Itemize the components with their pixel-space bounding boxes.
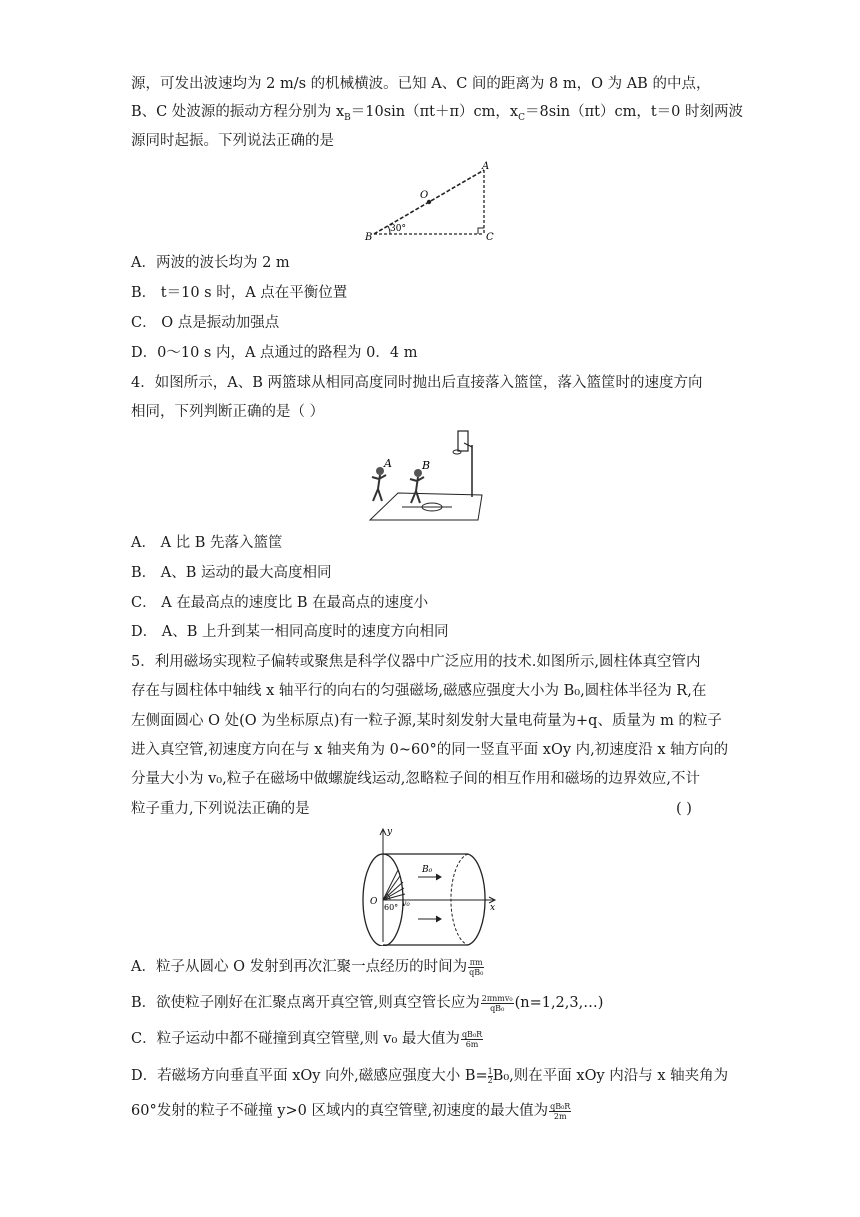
- q5-option-b-fraction: [481, 994, 514, 1013]
- label-o: O: [420, 190, 429, 201]
- q3-triangle-figure: [362, 160, 502, 244]
- q3-option-b: B． t＝10 s 时，A 点在平衡位置: [131, 285, 348, 301]
- q4-option-d: D． A、B 上升到某一相同高度时的速度方向相同: [131, 624, 449, 640]
- q3-line-3: 源同时起振。下列说法正确的是: [131, 133, 334, 149]
- q5-cylinder-figure: [356, 824, 502, 946]
- q5-line-1: 5．利用磁场实现粒子偏转或聚焦是科学仪器中广泛应用的技术.如图所示,圆柱体真空管内: [131, 654, 701, 670]
- q3-line-2-start: B、C 处波源的振动方程分别为 x: [131, 104, 345, 120]
- q5-option-c: [131, 1029, 484, 1049]
- label-v0: v₀: [402, 899, 410, 908]
- q5-option-c-fraction: [461, 1030, 483, 1049]
- q4-basketball-figure: [360, 425, 490, 525]
- q5-answer-bracket: ( ): [676, 801, 692, 817]
- q5-option-d-text-a: D．若磁场方向垂直平面 xOy 向外,磁感应强度大小 B=: [131, 1068, 488, 1084]
- fraction-numerator: qB₀R: [461, 1029, 483, 1039]
- q5-option-d-line-1: [131, 1066, 728, 1086]
- q5-option-d-text-c: 60°发射的粒子不碰撞 y>0 区域内的真空管壁,初速度的最大值为: [131, 1103, 549, 1119]
- fraction-numerator: πm: [469, 957, 483, 967]
- label-b: B: [365, 232, 373, 243]
- q3-option-d: D．0～10 s 内，A 点通过的路程为 0．4 m: [131, 345, 418, 361]
- label-a: A: [482, 161, 490, 172]
- q5-option-b-tail: (n=1,2,3,…): [514, 995, 604, 1011]
- q3-eq2: ＝8sin（πt）cm，t＝0 时刻两波: [524, 104, 744, 120]
- q5-line-6: 粒子重力,下列说法正确的是: [131, 801, 310, 817]
- q5-option-b: [131, 993, 603, 1013]
- label-player-a: A: [384, 457, 392, 470]
- q3-line-1: 源，可发出波速均为 2 m/s 的机械横波。已知 A、C 间的距离为 8 m，O 为 AB 的中点，: [131, 76, 711, 92]
- fraction-denominator: qB₀: [469, 967, 484, 977]
- q5-line-3: 左侧面圆心 O 处(O 为坐标原点)有一粒子源,某时刻发射大量电荷量为+q、质量为 m 的粒子: [131, 713, 722, 729]
- q5-option-d-text-b: B₀,则在平面 xOy 内沿与 x 轴夹角为: [492, 1068, 729, 1084]
- q5-option-c-text: C．粒子运动中都不碰撞到真空管壁,则 v₀ 最大值为: [131, 1031, 460, 1047]
- q5-option-b-text: B．欲使粒子刚好在汇聚点离开真空管,则真空管长应为: [131, 995, 480, 1011]
- label-c: C: [486, 232, 494, 243]
- q5-line-5: 分量大小为 v₀,粒子在磁场中做螺旋线运动,忽略粒子间的相互作用和磁场的边界效应,不计: [131, 771, 700, 787]
- xc-subscript: C: [518, 112, 525, 123]
- q5-line-2: 存在与圆柱体中轴线 x 轴平行的向右的匀强磁场,磁感应强度大小为 B₀,圆柱体半径为 R,在: [131, 683, 707, 699]
- q3-line-2: [131, 102, 743, 128]
- label-x-axis: x: [490, 903, 496, 913]
- q4-line-1: 4．如图所示，A、B 两篮球从相同高度同时抛出后直接落入篮筐，落入篮筐时的速度方向: [131, 375, 703, 391]
- q3-eq1: ＝10sin（πt＋π）cm，x: [350, 104, 519, 120]
- q4-line-2: 相同，下列判断正确的是（ ）: [131, 404, 325, 420]
- fraction-denominator: qB₀: [490, 1003, 505, 1013]
- q4-option-b: B． A、B 运动的最大高度相同: [131, 565, 332, 581]
- q5-line-4: 进入真空管,初速度方向在与 x 轴夹角为 0~60°的同一竖直平面 xOy 内,初速度沿 x 轴方向的: [131, 742, 729, 758]
- fraction-denominator: 6m: [465, 1039, 479, 1049]
- label-b0: B₀: [422, 865, 433, 875]
- fraction-numerator: 1: [487, 1066, 493, 1076]
- q5-option-a-fraction: [468, 958, 484, 977]
- label-origin: O: [370, 897, 378, 907]
- q3-option-a: A．两波的波长均为 2 m: [131, 255, 290, 271]
- q4-option-c: C． A 在最高点的速度比 B 在最高点的速度小: [131, 595, 429, 611]
- q5-option-a: [131, 957, 485, 977]
- fraction-numerator: qB₀R: [550, 1101, 571, 1111]
- label-angle-60: 60°: [384, 903, 399, 912]
- fraction-numerator: 2πnmv₀: [481, 993, 513, 1003]
- xb-subscript: B: [344, 112, 351, 123]
- q5-option-d-fraction: [549, 1102, 571, 1121]
- fraction-denominator: 2m: [553, 1111, 567, 1121]
- q5-option-d-line-2: [131, 1101, 572, 1121]
- q3-option-c: C． O 点是振动加强点: [131, 315, 280, 331]
- label-player-b: B: [422, 459, 431, 472]
- label-angle: 30°: [390, 224, 406, 234]
- q5-option-a-text: A．粒子从圆心 O 发射到再次汇聚一点经历的时间为: [131, 959, 468, 975]
- q4-option-a: A． A 比 B 先落入篮筐: [131, 535, 283, 551]
- label-y-axis: y: [387, 827, 393, 837]
- fraction-denominator: 2: [487, 1075, 493, 1085]
